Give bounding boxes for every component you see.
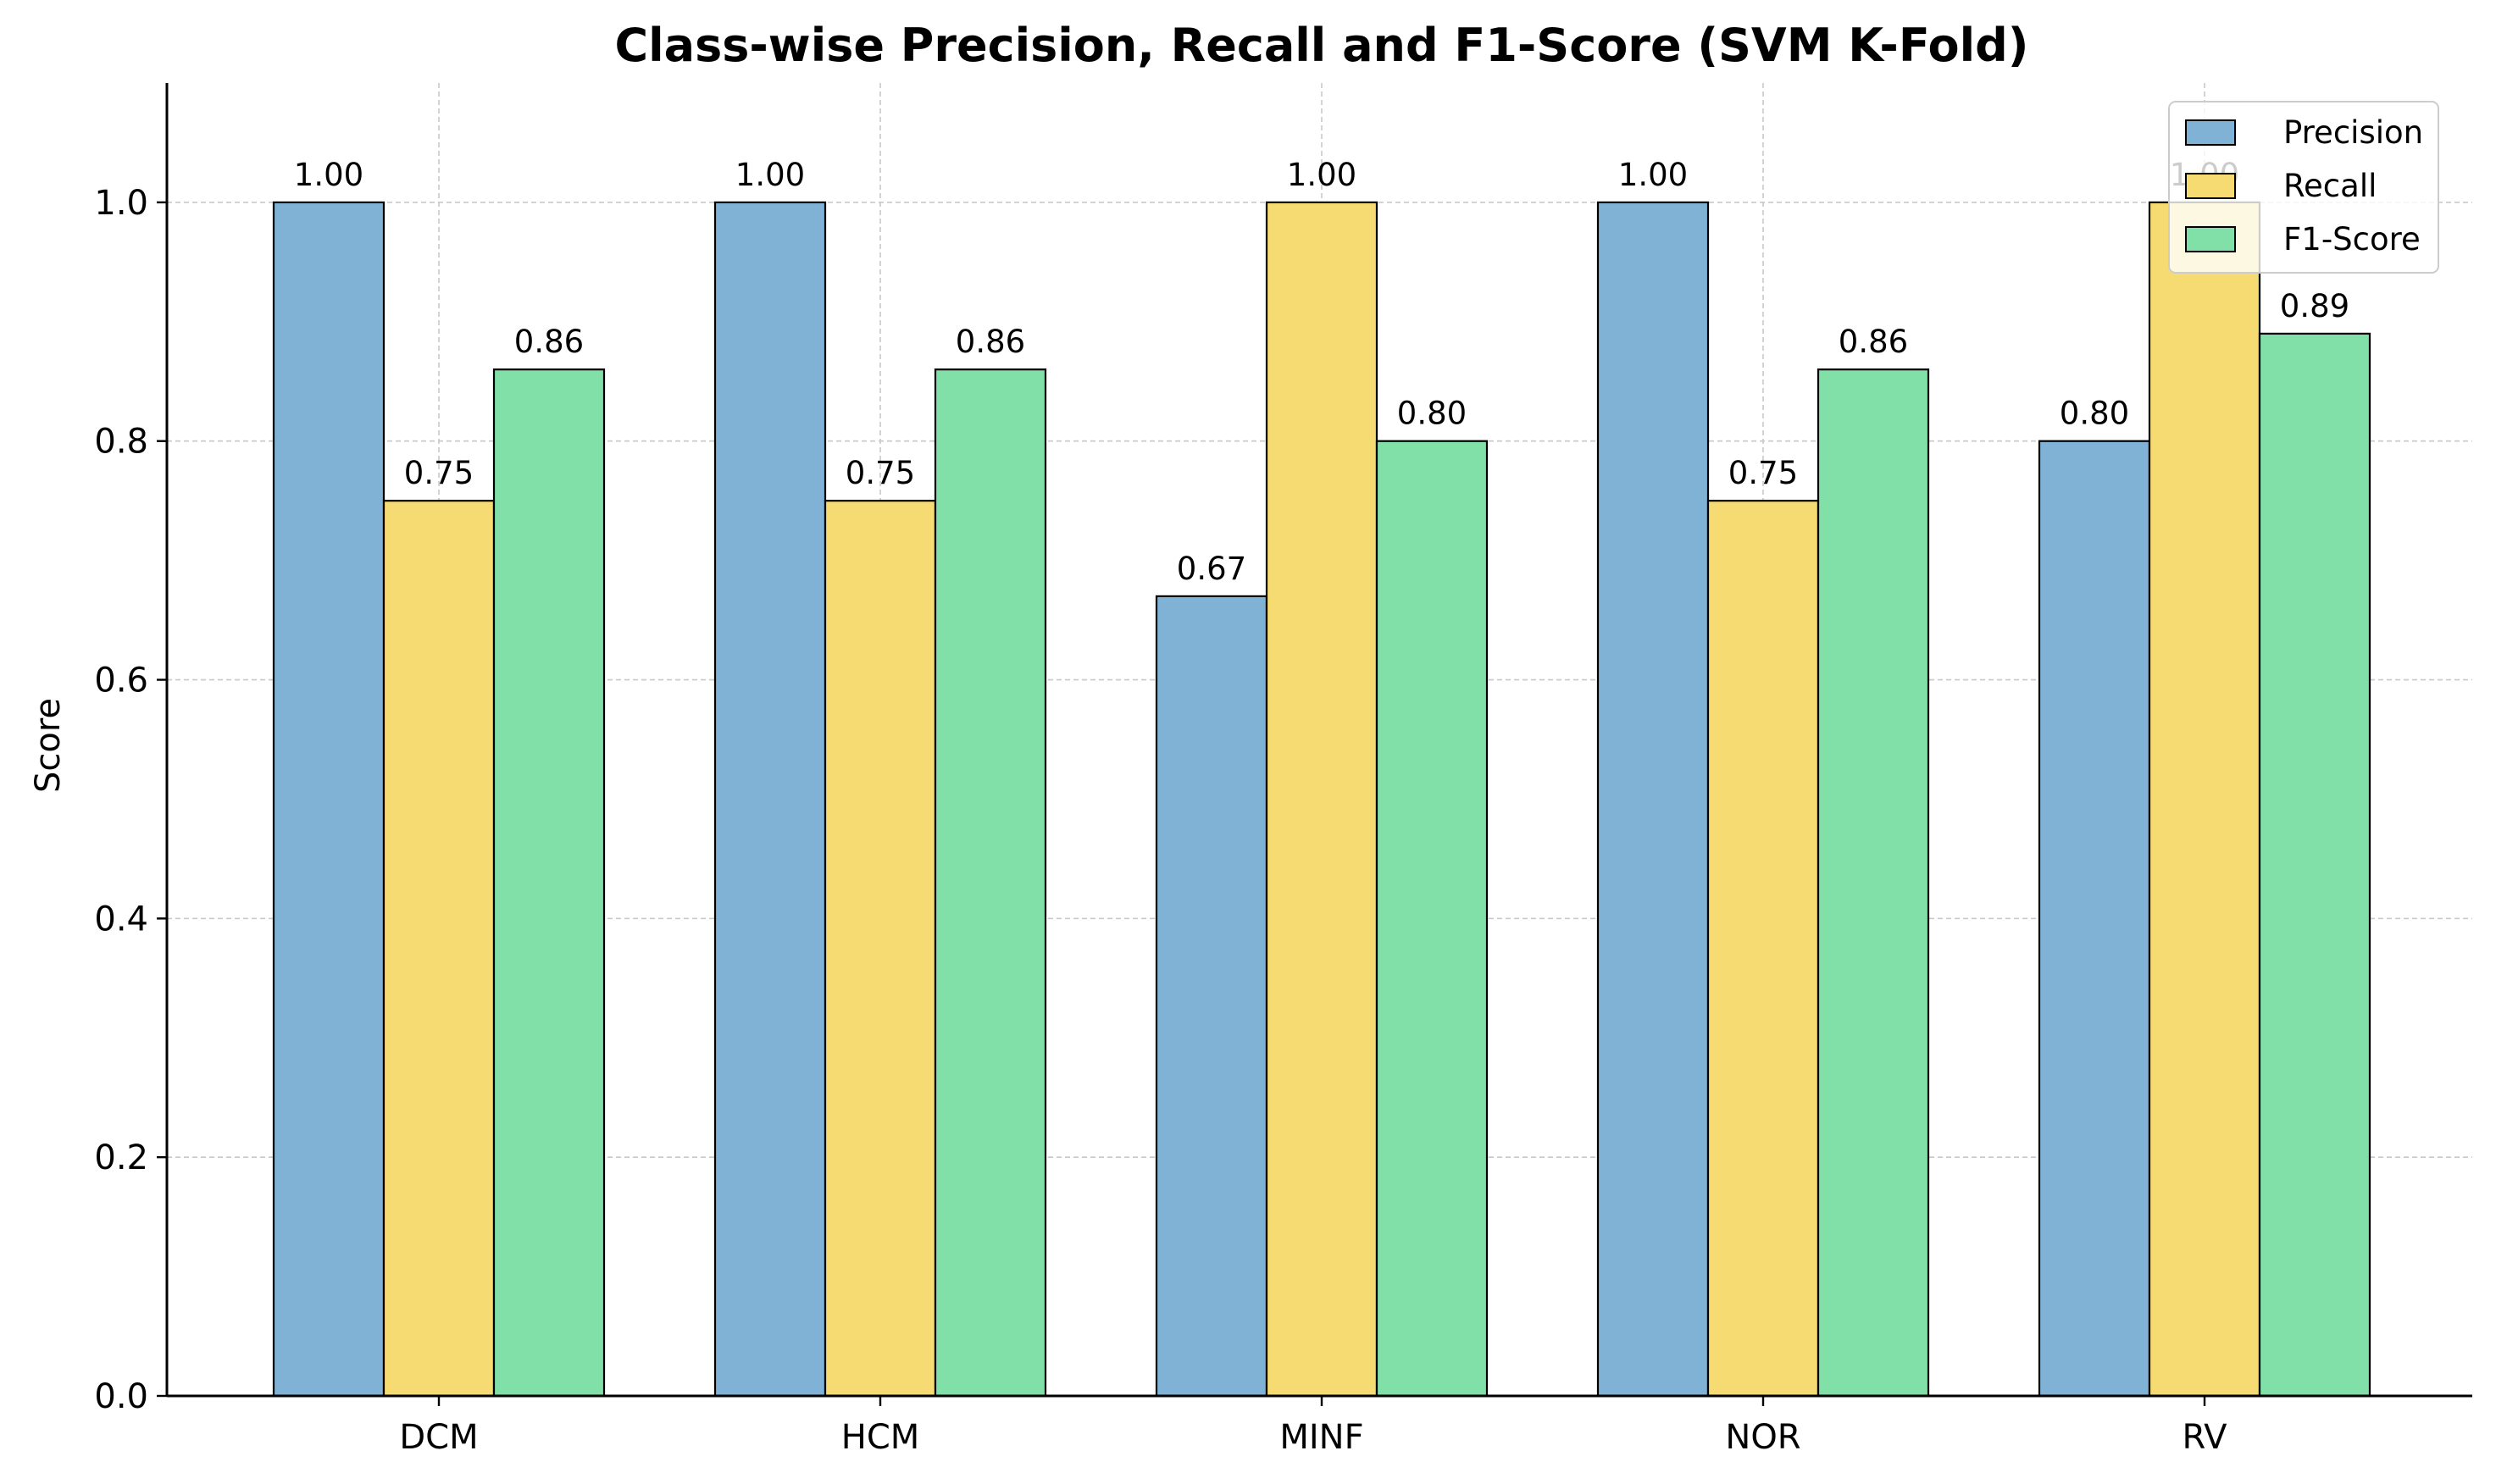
data-label-f1-score-rv: 0.89 — [2279, 287, 2350, 324]
bar-recall-hcm — [825, 501, 935, 1396]
bar-f1-score-minf — [1377, 441, 1487, 1396]
bar-precision-rv — [2039, 441, 2149, 1396]
bar-f1-score-nor — [1818, 369, 1928, 1396]
legend-swatch-recall — [2186, 174, 2235, 198]
data-label-f1-score-hcm: 0.86 — [955, 324, 1026, 361]
data-label-recall-dcm: 0.75 — [403, 455, 474, 492]
data-label-precision-dcm: 1.00 — [293, 156, 364, 193]
x-tick-label: HCM — [840, 1418, 920, 1457]
legend-swatch-precision — [2186, 120, 2235, 145]
bar-recall-dcm — [384, 501, 494, 1396]
bar-f1-score-dcm — [494, 369, 604, 1396]
y-tick-label: 1.0 — [94, 183, 148, 223]
chart-title: Class-wise Precision, Recall and F1-Score (SVM K-Fold) — [614, 19, 2029, 72]
bar-precision-dcm — [274, 202, 384, 1396]
legend-swatch-f1-score — [2186, 227, 2235, 252]
y-axis-label: Score — [29, 697, 68, 794]
data-label-precision-nor: 1.00 — [1617, 156, 1689, 193]
x-tick-label: RV — [2182, 1418, 2227, 1457]
bar-recall-rv — [2149, 202, 2260, 1396]
bar-recall-minf — [1267, 202, 1377, 1396]
y-tick-label: 0.6 — [94, 661, 148, 700]
data-label-recall-hcm: 0.75 — [845, 455, 916, 492]
data-label-f1-score-dcm: 0.86 — [513, 324, 585, 361]
data-label-recall-minf: 1.00 — [1286, 156, 1357, 193]
legend — [2169, 102, 2438, 273]
data-label-precision-rv: 0.80 — [2059, 395, 2130, 432]
y-tick-label: 0.8 — [94, 422, 148, 462]
x-tick-label: MINF — [1279, 1418, 1364, 1457]
data-label-precision-hcm: 1.00 — [735, 156, 806, 193]
y-tick-label: 0.2 — [94, 1138, 148, 1178]
legend-label-recall: Recall — [2283, 168, 2377, 204]
bars — [274, 202, 2370, 1396]
data-label-f1-score-minf: 0.80 — [1396, 395, 1467, 432]
data-label-precision-minf: 0.67 — [1176, 550, 1247, 587]
y-tick-label: 0.4 — [94, 900, 148, 939]
bar-precision-nor — [1598, 202, 1708, 1396]
data-label-recall-nor: 0.75 — [1728, 455, 1799, 492]
bar-f1-score-rv — [2260, 334, 2370, 1396]
bar-precision-minf — [1156, 596, 1267, 1396]
legend-label-f1-score: F1-Score — [2283, 221, 2421, 257]
bar-recall-nor — [1708, 501, 1818, 1396]
y-tick-label: 0.0 — [94, 1377, 148, 1416]
x-tick-label: NOR — [1725, 1418, 1801, 1457]
bar-f1-score-hcm — [935, 369, 1046, 1396]
x-tick-label: DCM — [399, 1418, 479, 1457]
bar-precision-hcm — [715, 202, 825, 1396]
data-label-f1-score-nor: 0.86 — [1838, 324, 1909, 361]
legend-label-precision: Precision — [2283, 114, 2424, 151]
